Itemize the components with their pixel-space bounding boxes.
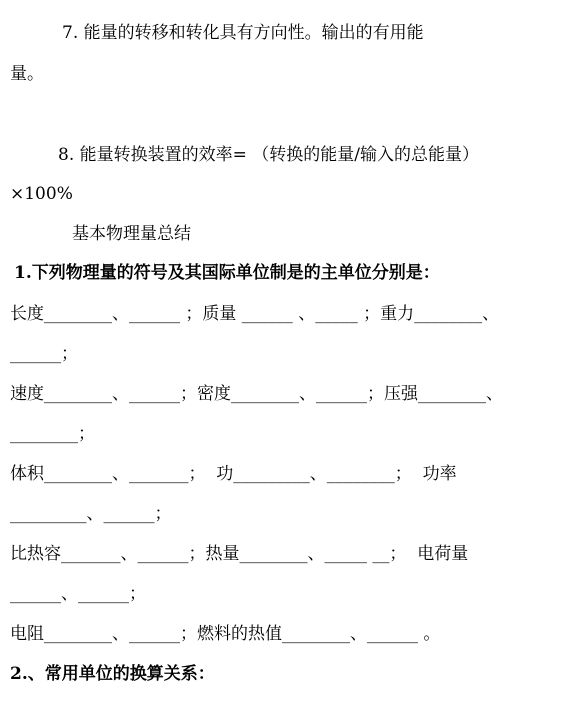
fill-line-heatcap-heat-charge: 比热容_______、______；热量________、_____ __； 电荷量 (10, 544, 469, 564)
fill-line-gravity-cont: ______； (10, 344, 78, 364)
fill-line-speed-density-pressure: 速度________、______；密度________、______；压强________、 (10, 384, 503, 404)
item-8-line-1: 8. 能量转换装置的效率= （转换的能量/输入的总能量） (58, 145, 479, 165)
fill-line-volume-work-power: 体积________、_______； 功_________、________； 功率 (10, 464, 457, 484)
fill-line-length-mass-gravity: 长度________、______ ；质量 ______ 、_____ ；重力________、 (10, 304, 500, 324)
fill-line-power-cont: _________、______； (10, 504, 172, 524)
fill-line-charge-cont: ______、______； (10, 584, 146, 604)
question-2-prompt: 2.、常用单位的换算关系： (10, 664, 215, 684)
question-1-prompt: 1.下列物理量的符号及其国际单位制是的主单位分别是： (14, 263, 440, 283)
item-8-line-2: ×100% (10, 184, 73, 204)
fill-line-resistance-fuel: 电阻________、______；燃料的热值________、______ 。 (10, 624, 441, 644)
section-heading: 基本物理量总结 (72, 224, 191, 244)
item-7-line-2: 量。 (10, 64, 44, 84)
fill-line-pressure-cont: ________； (10, 424, 95, 444)
item-7-line-1: 7. 能量的转移和转化具有方向性。输出的有用能 (62, 23, 424, 43)
